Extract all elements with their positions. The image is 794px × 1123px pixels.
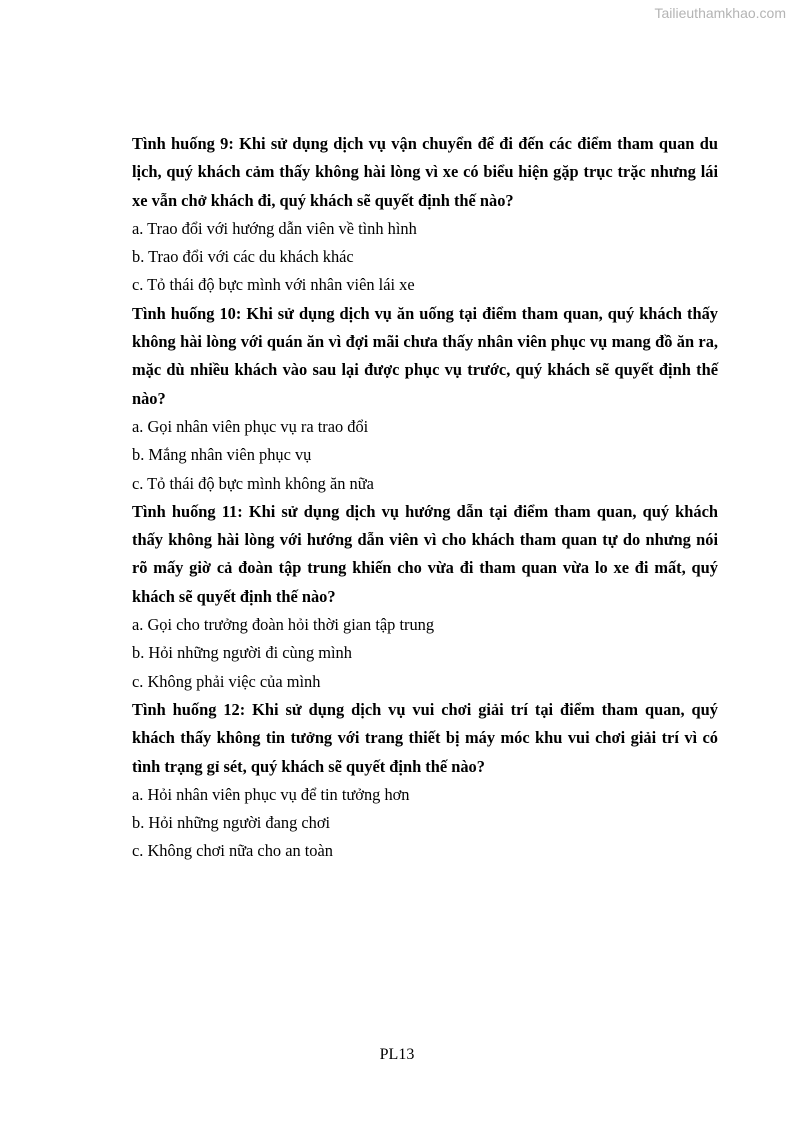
answer-option: c. Tỏ thái độ bực mình không ăn nữa xyxy=(132,473,374,493)
answer-option: c. Tỏ thái độ bực mình với nhân viên lái xe xyxy=(132,275,415,295)
situation-block xyxy=(132,498,718,696)
situation-question: Tình huống 12: Khi sử dụng dịch vụ vui chơi giải trí tại điểm tham quan, quý khách thấy không tin tưởng với trang thiết bị máy móc khu vui chơi giải trí vì có tình trạng gỉ sét, quý khách sẽ quyết định thế nào? xyxy=(132,699,718,776)
situation-block xyxy=(132,300,718,498)
situation-question: Tình huống 11: Khi sử dụng dịch vụ hướng dẫn tại điểm tham quan, quý khách thấy không hài lòng với hướng dẫn viên vì cho khách tham quan tự do nhưng nói rõ mấy giờ cả đoàn tập trung khiến cho vừa đi tham quan vừa lo xe đi mất, quý khách sẽ quyết định thế nào? xyxy=(132,501,718,606)
answer-option: b. Hỏi những người đi cùng mình xyxy=(132,643,352,663)
answer-option: a. Trao đổi với hướng dẫn viên về tình hình xyxy=(132,218,417,238)
answer-option: b. Trao đổi với các du khách khác xyxy=(132,247,354,267)
answer-option: b. Hỏi những người đang chơi xyxy=(132,813,331,833)
watermark: Tailieuthamkhao.com xyxy=(654,5,786,21)
answer-option: b. Mắng nhân viên phục vụ xyxy=(132,445,312,465)
answer-option: c. Không phải việc của mình xyxy=(132,671,321,691)
page-number: PL13 xyxy=(379,1046,415,1063)
situation-question: Tình huống 9: Khi sử dụng dịch vụ vận chuyển để đi đến các điểm tham quan du lịch, quý khách cảm thấy không hài lòng vì xe có biểu hiện gặp trục trặc nhưng lái xe vẫn chở khách đi, quý khách sẽ quyết định thế nào? xyxy=(132,134,718,210)
answer-option: a. Gọi nhân viên phục vụ ra trao đổi xyxy=(132,416,369,436)
answer-option: a. Gọi cho trưởng đoàn hỏi thời gian tập trung xyxy=(132,615,435,635)
document-body xyxy=(132,130,718,866)
situation-block xyxy=(132,130,718,300)
situation-question: Tình huống 10: Khi sử dụng dịch vụ ăn uống tại điểm tham quan, quý khách thấy không hài lòng với quán ăn vì đợi mãi chưa thấy nhân viên phục vụ mang đồ ăn ra, mặc dù nhiều khách vào sau lại được phục vụ trước, quý khách sẽ quyết định thế nào? xyxy=(132,303,718,408)
answer-option: c. Không chơi nữa cho an toàn xyxy=(132,841,333,861)
situation-block xyxy=(132,696,718,866)
answer-option: a. Hỏi nhân viên phục vụ để tin tưởng hơn xyxy=(132,784,410,804)
